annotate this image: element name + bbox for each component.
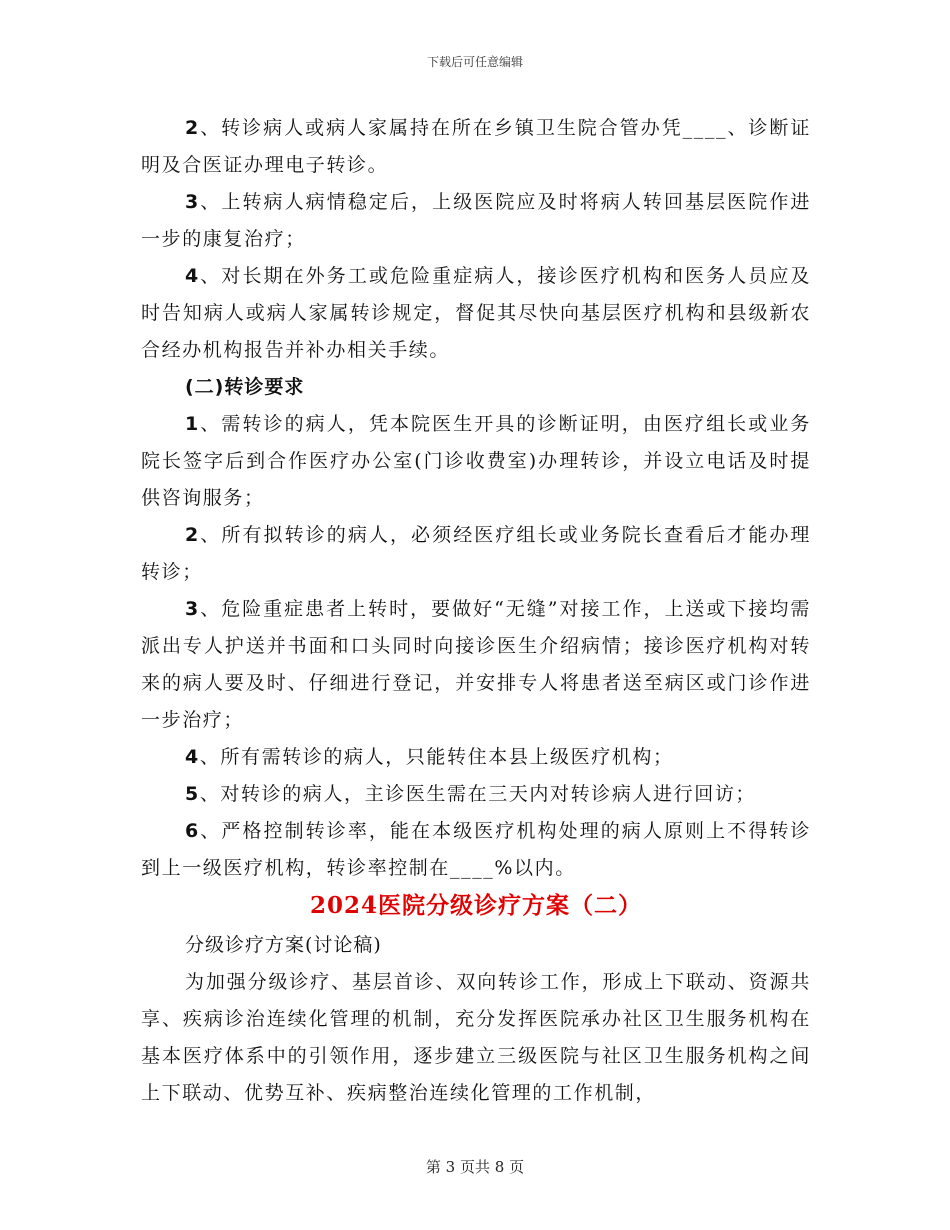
list-item (141, 813, 811, 887)
document-title: 2024医院分级诊疗方案（二） (309, 892, 642, 919)
list-item (141, 591, 811, 739)
item-number: 3 (185, 191, 200, 213)
item-text: 、危险重症患者上转时，要做好“无缝”对接工作，上送或下接均需派出专人护送并书面和口头同时向接诊医生介绍病情；接诊医疗机构对转来的病人要及时、仔细进行登记，并安排专人将患者送至病区或门诊作进一步治疗； (141, 598, 811, 731)
item-number: 3 (185, 598, 200, 620)
list-item (141, 184, 811, 258)
item-text: 、严格控制转诊率，能在本级医疗机构处理的病人原则上不得转诊到上一级医疗机构，转诊率控制在____%以内。 (141, 820, 811, 879)
item-text: 、所有拟转诊的病人，必须经医疗组长或业务院长查看后才能办理转诊； (141, 524, 811, 583)
page-header: 下载后可任意编辑 (426, 55, 523, 69)
item-text: 、需转诊的病人，凭本院医生开具的诊断证明，由医疗组长或业务院长签字后到合作医疗办公室(门诊收费室)办理转诊，并设立电话及时提供咨询服务； (141, 413, 811, 509)
item-text: 、对转诊的病人，主诊医生需在三天内对转诊病人进行回访； (199, 783, 757, 805)
list-item (141, 776, 811, 813)
list-item (141, 258, 811, 369)
item-text: 、转诊病人或病人家属持在所在乡镇卫生院合管办凭____、诊断证明及合医证办理电子转诊。 (141, 117, 811, 176)
item-text: 、对长期在外务工或危险重症病人，接诊医疗机构和医务人员应及时告知病人或病人家属转诊规定，督促其尽快向基层医疗机构和县级新农合经办机构报告并补办相关手续。 (141, 265, 811, 361)
list-item (141, 110, 811, 184)
item-text: 、所有需转诊的病人，只能转住本县上级医疗机构； (199, 746, 674, 768)
list-item (141, 517, 811, 591)
item-number: 5 (185, 783, 200, 805)
item-number: 2 (185, 117, 200, 139)
list-item (141, 739, 811, 776)
section-heading: (二)转诊要求 (185, 376, 305, 398)
item-number: 2 (185, 524, 200, 546)
list-item (141, 406, 811, 517)
item-text: 、上转病人病情稳定后，上级医院应及时将病人转回基层医院作进一步的康复治疗； (141, 191, 811, 250)
body-paragraph: 为加强分级诊疗、基层首诊、双向转诊工作，形成上下联动、资源共享、疾病诊治连续化管理的机制，充分发挥医院承办社区卫生服务机构在基本医疗体系中的引领作用，逐步建立三级医院与社区卫生服务机构之间上下联动、优势互补、疾病整治连续化管理的工作机制， (141, 971, 811, 1104)
item-number: 1 (185, 413, 200, 435)
document-subtitle: 分级诊疗方案(讨论稿) (185, 934, 382, 956)
item-number: 4 (185, 265, 200, 287)
item-number: 4 (185, 746, 200, 768)
item-number: 6 (185, 820, 200, 842)
document-body (141, 110, 811, 1112)
page-number: 第 3 页共 8 页 (425, 1158, 525, 1176)
